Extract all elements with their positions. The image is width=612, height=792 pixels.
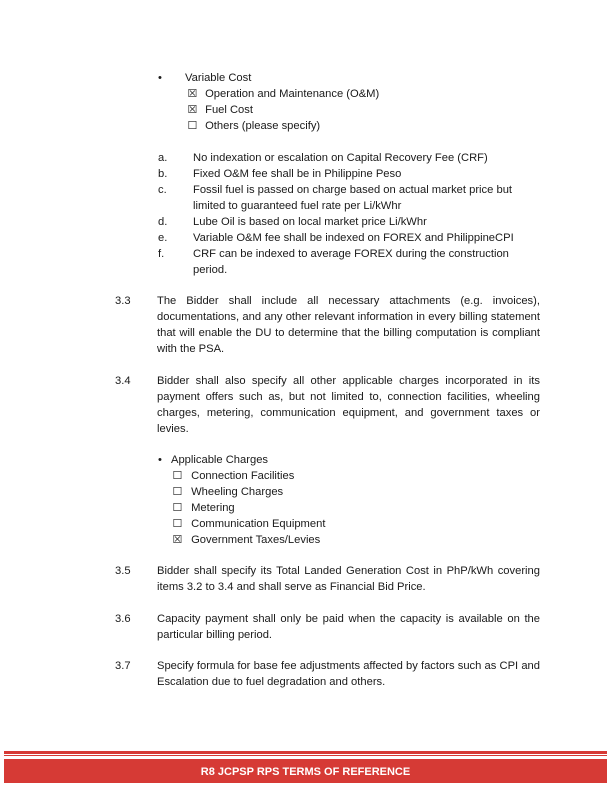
section-text: Bidder shall also specify all other applicable charges incorporated in its payment offers such as, but not limited to, connection facilities, wheeling charges, metering, communication equipment, and government taxes or levies. bbox=[157, 375, 540, 435]
variable-cost-bullet: • bbox=[158, 72, 162, 84]
variable-cost-title: Variable Cost bbox=[185, 72, 252, 84]
footer-divider bbox=[4, 751, 607, 754]
option-label: Government Taxes/Levies bbox=[191, 534, 321, 546]
section-number: 3.5 bbox=[115, 565, 131, 577]
unchecked-box-icon: ☐ bbox=[172, 502, 183, 514]
option-label: Communication Equipment bbox=[191, 518, 326, 530]
option-label: Others (please specify) bbox=[205, 120, 321, 132]
checkbox-government-taxes[interactable] bbox=[172, 532, 320, 548]
footer-divider-thin bbox=[4, 755, 607, 756]
section-number: 3.6 bbox=[115, 613, 131, 625]
checkbox-connection-facilities[interactable] bbox=[172, 468, 294, 484]
option-label: Connection Facilities bbox=[191, 470, 295, 482]
section-number: 3.7 bbox=[115, 660, 131, 672]
section-number: 3.3 bbox=[115, 295, 131, 307]
item-letter: a. bbox=[158, 152, 168, 164]
item-text-continued: period. bbox=[193, 264, 228, 276]
item-text: No indexation or escalation on Capital Recovery Fee (CRF) bbox=[193, 152, 488, 164]
option-label: Wheeling Charges bbox=[191, 486, 284, 498]
checkbox-option-fuel-cost[interactable] bbox=[187, 102, 253, 118]
option-label: Metering bbox=[191, 502, 235, 514]
unchecked-box-icon: ☐ bbox=[172, 486, 183, 498]
option-label: Fuel Cost bbox=[205, 104, 253, 116]
applicable-charges-bullet: • bbox=[158, 454, 162, 466]
footer-title: R8 JCPSP RPS TERMS OF REFERENCE bbox=[200, 766, 411, 778]
item-text: Lube Oil is based on local market price Li/kWhr bbox=[193, 216, 427, 228]
item-letter: f. bbox=[158, 248, 165, 260]
checkbox-communication-equipment[interactable] bbox=[172, 516, 325, 532]
section-text: Capacity payment shall only be paid when the capacity is available on the particular billing period. bbox=[157, 613, 540, 641]
checkbox-wheeling-charges[interactable] bbox=[172, 484, 283, 500]
checkbox-option-om[interactable] bbox=[187, 86, 379, 102]
section-text: Specify formula for base fee adjustments affected by factors such as CPI and Escalation due to fuel degradation and others. bbox=[157, 660, 540, 688]
checked-box-icon: ☒ bbox=[187, 88, 198, 100]
item-letter: e. bbox=[158, 232, 168, 244]
section-text: The Bidder shall include all necessary attachments (e.g. invoices), documentations, and any other relevant information in every billing statement that will enable the DU to determine that the billing computation is compliant with the PSA. bbox=[157, 295, 540, 355]
unchecked-box-icon: ☐ bbox=[172, 518, 183, 530]
item-letter: b. bbox=[158, 168, 168, 180]
applicable-charges-title: Applicable Charges bbox=[171, 454, 269, 466]
item-text: Fixed O&M fee shall be in Philippine Peso bbox=[193, 168, 402, 180]
section-text: Bidder shall specify its Total Landed Generation Cost in PhP/kWh covering items 3.2 to 3.4 and shall serve as Financial Bid Price. bbox=[157, 565, 540, 593]
checked-box-icon: ☒ bbox=[187, 104, 198, 116]
item-letter: c. bbox=[158, 184, 167, 196]
item-letter: d. bbox=[158, 216, 168, 228]
item-text: Variable O&M fee shall be indexed on FOREX and PhilippineCPI bbox=[193, 232, 514, 244]
unchecked-box-icon: ☐ bbox=[172, 470, 183, 482]
unchecked-box-icon: ☐ bbox=[187, 120, 198, 132]
footer-banner bbox=[4, 759, 607, 783]
checkbox-option-others[interactable] bbox=[187, 118, 320, 134]
item-text: Fossil fuel is passed on charge based on actual market price but bbox=[193, 184, 513, 196]
item-text-continued: limited to guaranteed fuel rate per Li/kWhr bbox=[193, 200, 402, 212]
item-text: CRF can be indexed to average FOREX during the construction bbox=[193, 248, 509, 260]
checkbox-metering[interactable] bbox=[172, 500, 235, 516]
option-label: Operation and Maintenance (O&M) bbox=[205, 88, 380, 100]
section-number: 3.4 bbox=[115, 375, 131, 387]
checked-box-icon: ☒ bbox=[172, 534, 183, 546]
